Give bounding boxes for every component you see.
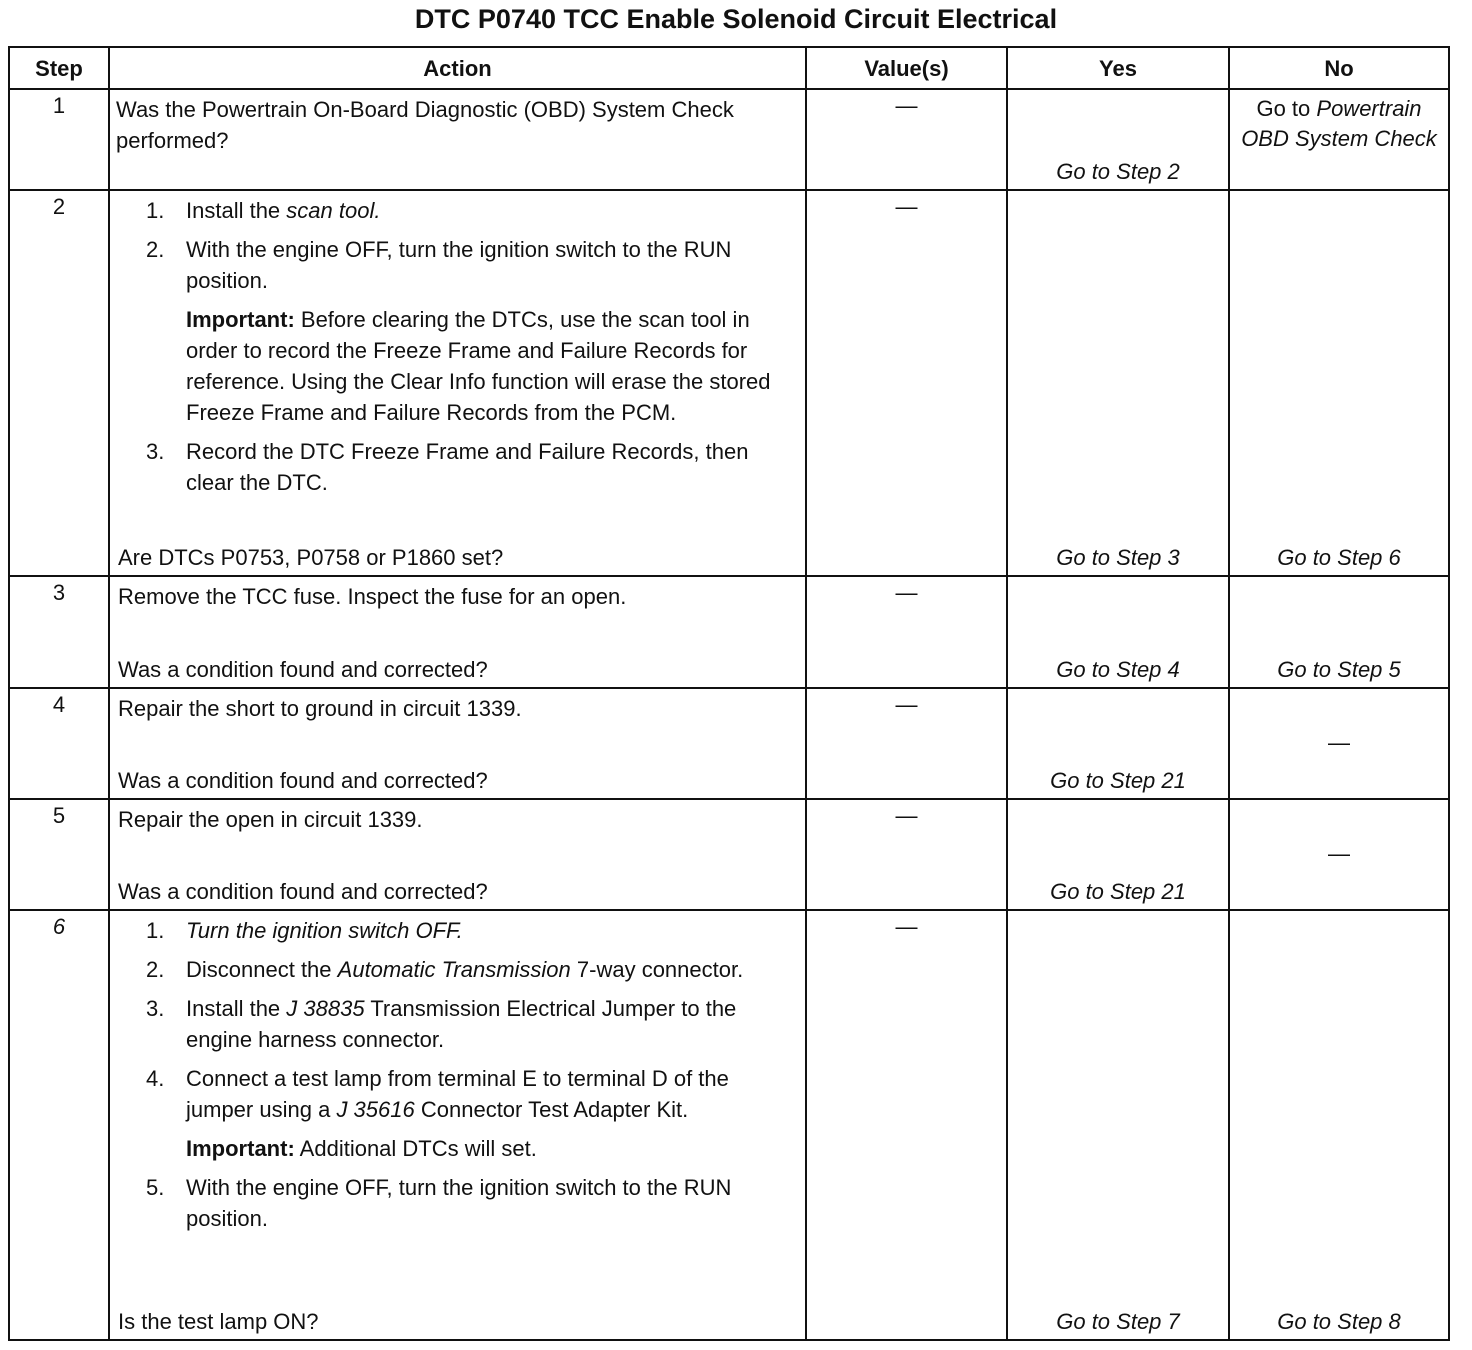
action-question: Are DTCs P0753, P0758 or P1860 set? [118, 545, 504, 570]
no-dash: — [1328, 840, 1350, 866]
action-cell [109, 190, 806, 576]
action-text: Remove the TCC fuse. Inspect the fuse for an open. [118, 584, 627, 609]
yes-cell [1007, 190, 1229, 576]
action-text: Repair the open in circuit 1339. [118, 807, 423, 832]
list-item: 3. Record the DTC Freeze Frame and Failure Records, then clear the DTC. [146, 439, 749, 495]
no-link-target: Powertrain OBD System Check [1241, 96, 1437, 151]
no-link[interactable]: Go to Step 6 [1277, 545, 1401, 570]
table-row-step-3 [9, 576, 1449, 688]
yes-cell [1007, 688, 1229, 799]
no-cell [1229, 190, 1449, 576]
value-cell: — [806, 910, 1007, 1340]
yes-cell [1007, 910, 1229, 1340]
header-no: No [1229, 47, 1449, 89]
table-row-step-6 [9, 910, 1449, 1340]
value-cell: — [806, 190, 1007, 576]
step-number: 5 [9, 799, 109, 910]
action-cell [109, 799, 806, 910]
table-row-step-5 [9, 799, 1449, 910]
list-item: 3. Install the J 38835 Transmission Electrical Jumper to the engine harness connector. [146, 996, 737, 1052]
no-link[interactable] [1230, 94, 1448, 154]
action-cell [109, 688, 806, 799]
step-number: 4 [9, 688, 109, 799]
yes-link[interactable]: Go to Step 4 [1056, 657, 1180, 682]
action-question: Was a condition found and corrected? [118, 657, 488, 682]
yes-link[interactable]: Go to Step 3 [1056, 545, 1180, 570]
list-item: 5. With the engine OFF, turn the ignition switch to the RUN position. [146, 1175, 732, 1231]
list-item: 1. Install the scan tool. [146, 198, 381, 223]
table-row-step-1 [9, 89, 1449, 190]
no-cell [1229, 89, 1449, 190]
no-dash: — [1328, 729, 1350, 755]
yes-cell [1007, 799, 1229, 910]
yes-link[interactable]: Go to Step 2 [1056, 159, 1180, 184]
list-item: 4. Connect a test lamp from terminal E to terminal D of the jumper using a J 35616 Connector Test Adapter Kit. [146, 1066, 729, 1122]
header-action: Action [109, 47, 806, 89]
header-row [9, 47, 1449, 89]
table-row-step-4 [9, 688, 1449, 799]
list-item: 1. Turn the ignition switch OFF. [146, 918, 463, 943]
page-title: DTC P0740 TCC Enable Solenoid Circuit Electrical [414, 4, 1058, 34]
list-item: 2. With the engine OFF, turn the ignition switch to the RUN position. [146, 237, 732, 293]
action-cell [109, 910, 806, 1340]
value-cell: — [806, 688, 1007, 799]
no-link-prefix: Go to [1256, 96, 1311, 121]
no-link[interactable]: Go to Step 5 [1277, 657, 1401, 682]
value-cell: — [806, 576, 1007, 688]
no-cell [1229, 576, 1449, 688]
action-text: Was the Powertrain On-Board Diagnostic (OBD) System Check performed? [116, 97, 734, 153]
action-question: Is the test lamp ON? [118, 1309, 319, 1334]
no-cell [1229, 799, 1449, 910]
action-cell [109, 89, 806, 190]
step-number: 1 [9, 89, 109, 190]
action-question: Was a condition found and corrected? [118, 879, 488, 904]
value-cell: — [806, 799, 1007, 910]
diagnostic-table [8, 46, 1450, 1341]
table-row-step-2 [9, 190, 1449, 576]
no-link[interactable]: Go to Step 8 [1277, 1309, 1401, 1334]
no-cell [1229, 910, 1449, 1340]
action-cell [109, 576, 806, 688]
yes-cell [1007, 576, 1229, 688]
value-cell: — [806, 89, 1007, 190]
no-cell [1229, 688, 1449, 799]
list-item: 2. Disconnect the Automatic Transmission 7-way connector. [146, 957, 744, 982]
yes-link[interactable]: Go to Step 7 [1056, 1309, 1180, 1334]
action-question: Was a condition found and corrected? [118, 768, 488, 793]
header-step: Step [9, 47, 109, 89]
yes-link[interactable]: Go to Step 21 [1050, 879, 1186, 904]
yes-link[interactable]: Go to Step 21 [1050, 768, 1186, 793]
action-text: Repair the short to ground in circuit 1339. [118, 696, 522, 721]
step-number: 2 [9, 190, 109, 576]
header-value: Value(s) [806, 47, 1007, 89]
step-number: 3 [9, 576, 109, 688]
important-note: Important: Before clearing the DTCs, use the scan tool in order to record the Freeze Frame and Failure Records for reference. Using the Clear Info function will erase the stored Freeze Frame and Failure Records from the PCM. [186, 307, 771, 425]
header-yes: Yes [1007, 47, 1229, 89]
important-note: Important: Additional DTCs will set. [186, 1136, 537, 1161]
yes-cell [1007, 89, 1229, 190]
step-number: 6 [9, 910, 109, 1340]
